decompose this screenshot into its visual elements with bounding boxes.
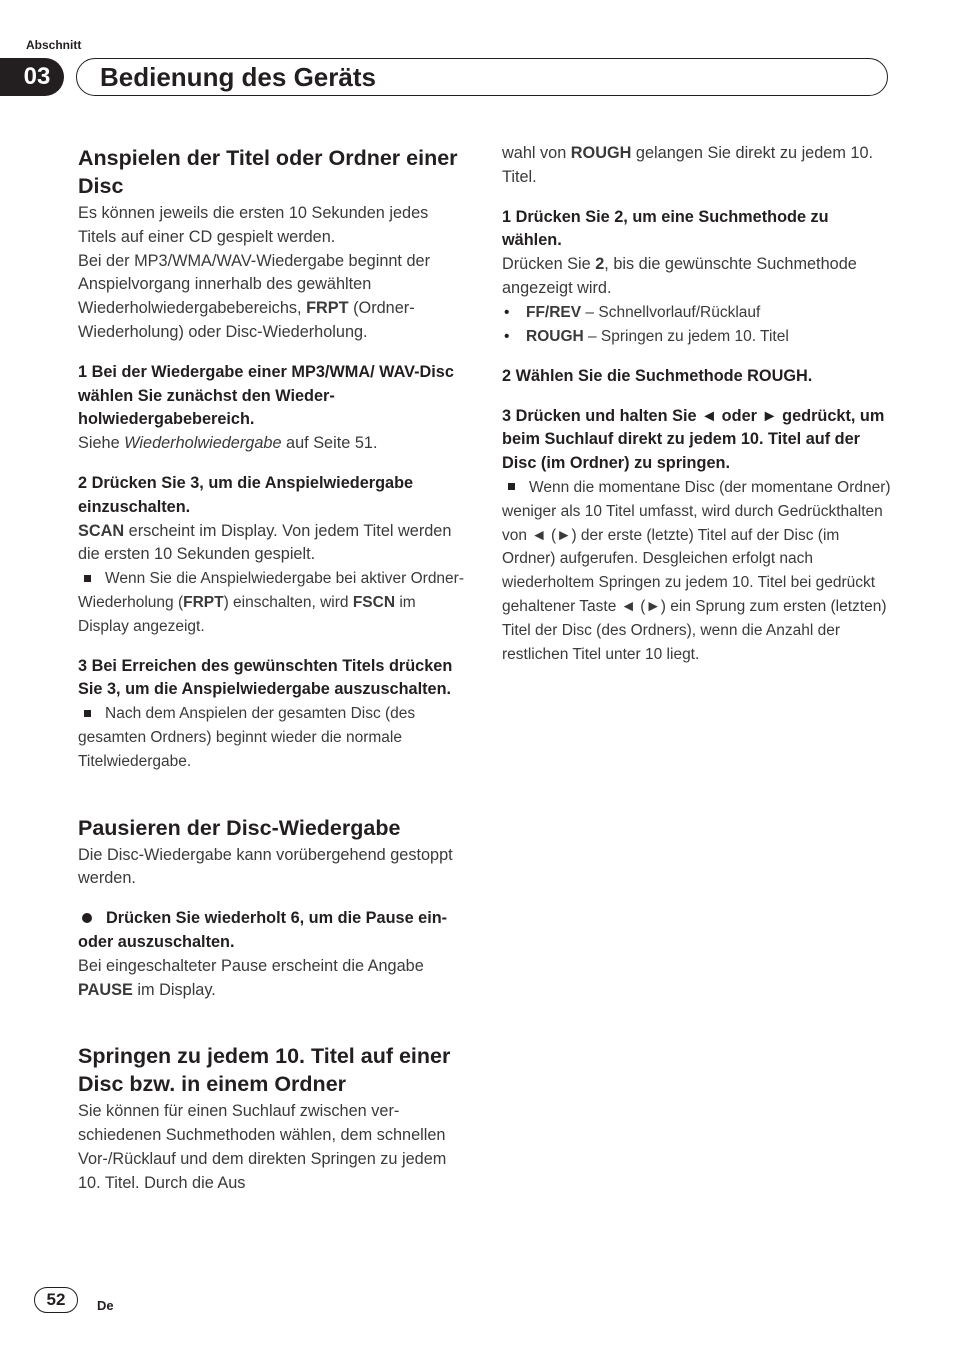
section-title: Bedienung des Geräts <box>100 62 376 92</box>
scan-step-1: 1 Bei der Wiedergabe einer MP3/WMA/ WAV-Disc wählen Sie zunächst den Wiederholwiedergabebereich. <box>78 362 454 429</box>
left-column <box>78 144 468 1196</box>
search-method-list <box>502 301 892 349</box>
section-label: Abschnitt <box>26 38 82 52</box>
scan-step-3: 3 Bei Erreichen des gewünschten Titels drücken Sie 3, um die Anspielwiedergabe auszuschalten. <box>78 656 453 699</box>
skip-step-1: 1 Drücken Sie 2, um eine Suchmethode zu wählen. <box>502 207 829 250</box>
scan-label: SCAN <box>78 521 125 540</box>
skip-step-2: 2 Wählen Sie die Suchmethode ROUGH. <box>502 366 813 385</box>
section-number-badge: 03 <box>0 58 64 96</box>
skip-step-3-note: Wenn die momentane Disc (der momentane Ordner) weniger als 10 Titel umfasst, wird durch Gedrückthalten von ◄ (►) der erste (letzte) Titel auf der Disc (im Ordner) aufgerufen. Desgleichen erfolgt nach wiederholtem Springen zu jedem 10. Titel bei gedrückt gehaltener Taste ◄ (►) ein Sprung zum ersten (letzten) Titel der Disc (des Ordners), wenn die Anzahl der restlichen Titel unter 10 liegt. <box>502 478 891 663</box>
fscn-label: FSCN <box>352 593 396 611</box>
pause-heading: Pausieren der Disc-Wiedergabe <box>78 815 401 840</box>
skip-step-3: 3 Drücken und halten Sie ◄ oder ► gedrückt, um beim Suchlauf direkt zu jedem 10. Titel auf der Disc (im Ordner) zu springen. <box>502 406 885 473</box>
frpt-label: FRPT <box>306 299 349 318</box>
language-code: De <box>97 1298 114 1313</box>
scan-step-3-note: Nach dem Anspielen der gesamten Disc (des gesamten Ordners) beginnt wieder die normale Titelwiedergabe. <box>78 705 416 770</box>
note-square-icon <box>84 575 91 582</box>
list-item: • FF/REV – Schnellvorlauf/Rücklauf <box>526 301 892 325</box>
skip-heading: Springen zu jedem 10. Titel auf einer Disc bzw. in einem Ordner <box>78 1044 451 1097</box>
skip-intro: Sie können für einen Suchlauf zwischen verschiedenen Suchmethoden wählen, dem schnellen Vor-/Rücklauf und dem direkten Springen zu jedem 10. Titel. Durch die Aus <box>78 1102 447 1192</box>
page-reference: Wiederholwiedergabe <box>124 434 282 453</box>
scan-step-2: 2 Drücken Sie 3, um die Anspielwiedergabe einzuschalten. <box>78 473 414 516</box>
scan-step-2-text: SCAN erscheint im Display. Von jedem Titel werden die ersten 10 Sekunden gespielt. <box>78 521 452 564</box>
pause-text: Bei eingeschalteter Pause erscheint die Angabe PAUSE im Display. <box>78 956 424 999</box>
scan-heading: Anspielen der Titel oder Ordner einer Disc <box>78 146 458 198</box>
rough-label: ROUGH <box>570 144 632 162</box>
scan-step-2-note: Wenn Sie die Anspielwiedergabe bei aktiver Ordner-Wiederholung (FRPT) einschalten, wird FSCN im Display angezeigt. <box>78 570 464 635</box>
note-square-icon <box>508 483 515 490</box>
list-item: • ROUGH – Springen zu jedem 10. Titel <box>526 325 892 349</box>
pause-step: Drücken Sie wiederholt 6, um die Pause ein- oder auszuschalten. <box>78 909 448 951</box>
step-bullet-icon <box>82 913 92 923</box>
scan-step-1-text: Siehe Wiederholwiedergabe auf Seite 51. <box>78 434 378 453</box>
page-number: 52 <box>34 1287 78 1313</box>
right-column <box>502 142 892 666</box>
note-square-icon <box>84 710 91 717</box>
skip-intro-continued: wahl von ROUGH gelangen Sie direkt zu jedem 10. Titel. <box>502 144 874 186</box>
scan-intro-2: Bei der MP3/WMA/WAV-Wiedergabe beginnt der Anspielvorgang innerhalb des gewählten Wiederholwiedergabebereichs, FRPT (Ordner-Wiederholung) oder Disc-Wiederholung. <box>78 251 431 341</box>
pause-intro: Die Disc-Wiedergabe kann vorübergehend gestoppt werden. <box>78 845 453 888</box>
pause-label: PAUSE <box>78 980 133 999</box>
scan-intro: Es können jeweils die ersten 10 Sekunden jedes Titels auf einer CD gespielt werden. <box>78 204 429 246</box>
skip-step-1-text: Drücken Sie 2, bis die gewünschte Suchmethode angezeigt wird. <box>502 255 857 297</box>
